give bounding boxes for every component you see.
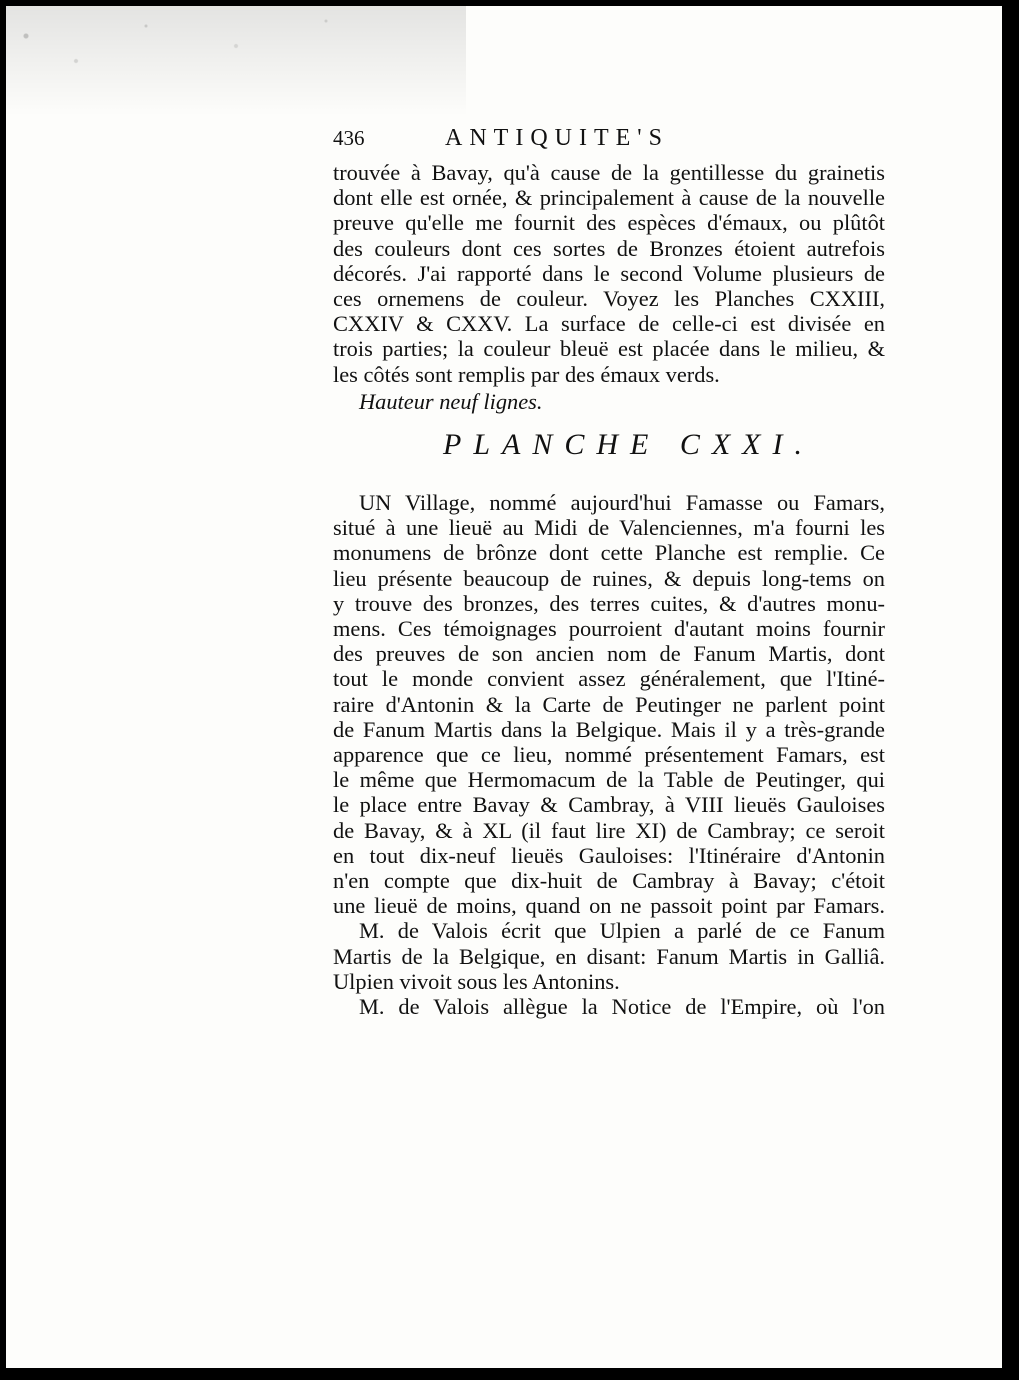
paragraph-valois-notice [333, 994, 885, 1019]
scanned-page [6, 6, 1002, 1368]
text-line: tout le monde convient assez généralement, que l'Itiné- [333, 666, 885, 692]
text-line: dont elle est ornée, & principalement à cause de la nouvelle [333, 185, 885, 211]
text-line: CXXIV & CXXV. La surface de celle-ci est divisée en [333, 311, 885, 337]
text-column [333, 126, 885, 1019]
text-line: les côtés sont remplis par des émaux verds. [333, 361, 720, 387]
paragraph-continued [333, 160, 885, 414]
text-line: ces ornemens de couleur. Voyez les Planches CXXIII, [333, 286, 885, 312]
text-line: trois parties; la couleur bleuë est placée dans le milieu, & [333, 336, 885, 362]
text-line: Martis de la Belgique, en disant: Fanum Martis in Galliâ. [333, 943, 885, 969]
text-line: preuve qu'elle me fournit des espèces d'émaux, ou plûtôt [333, 210, 885, 236]
text-line: en tout dix-neuf lieuës Gauloises: l'Itinéraire d'Antonin [333, 842, 885, 868]
section-title: PLANCHE CXXI. [443, 428, 814, 462]
text-line: mens. Ces témoignages pourroient d'autant moins fournir [333, 616, 885, 642]
text-line: de Fanum Martis dans la Belgique. Mais il y a très-grande [333, 716, 885, 742]
paragraph-valois-ulpien [333, 918, 885, 994]
text-line: le même que Hermomacum de la Table de Peutinger, qui [333, 767, 885, 793]
text-line: trouvée à Bavay, qu'à cause de la gentillesse du grainetis [333, 160, 885, 185]
text-line: M. de Valois allègue la Notice de l'Empire, où l'on [359, 994, 885, 1020]
text-line: situé à une lieuë au Midi de Valenciennes, m'a fourni les [333, 515, 885, 541]
scan-noise [6, 6, 466, 116]
text-line: M. de Valois écrit que Ulpien a parlé de ce Fanum [359, 918, 885, 944]
text-line: de Bavay, & à XL (il faut lire XI) de Cambray; ce seroit [333, 817, 885, 843]
text-line: y trouve des bronzes, des terres cuites, & d'autres monu- [333, 590, 885, 616]
text-line: une lieuë de moins, quand on ne passoit point par Famars. [333, 893, 885, 919]
text-line: UN Village, nommé aujourd'hui Famasse ou Famars, [359, 490, 885, 516]
text-line: des couleurs dont ces sortes de Bronzes étoient autrefois [333, 235, 885, 261]
page-number: 436 [333, 126, 365, 150]
text-line: n'en compte que dix-huit de Cambray à Bavay; c'étoit [333, 868, 885, 894]
text-line: décorés. J'ai rapporté dans le second Volume plusieurs de [333, 260, 885, 286]
text-line: Ulpien vivoit sous les Antonins. [333, 968, 620, 994]
running-title: ANTIQUITE'S [445, 125, 669, 151]
text-line: des preuves de son ancien nom de Fanum Martis, dont [333, 641, 885, 667]
page-header [333, 126, 885, 156]
text-line: le place entre Bavay & Cambray, à VIII lieuës Gauloises [333, 792, 885, 818]
text-line: lieu présente beaucoup de ruines, & depuis long-tems on [333, 565, 885, 591]
text-line: monumens de brônze dont cette Planche est remplie. Ce [333, 540, 885, 566]
text-line: raire d'Antonin & la Carte de Peutinger ne parlent point [333, 691, 885, 717]
text-line: apparence que ce lieu, nommé présentement Famars, est [333, 742, 885, 768]
height-note: Hauteur neuf lignes. [359, 388, 543, 414]
paragraph-village [333, 490, 885, 918]
